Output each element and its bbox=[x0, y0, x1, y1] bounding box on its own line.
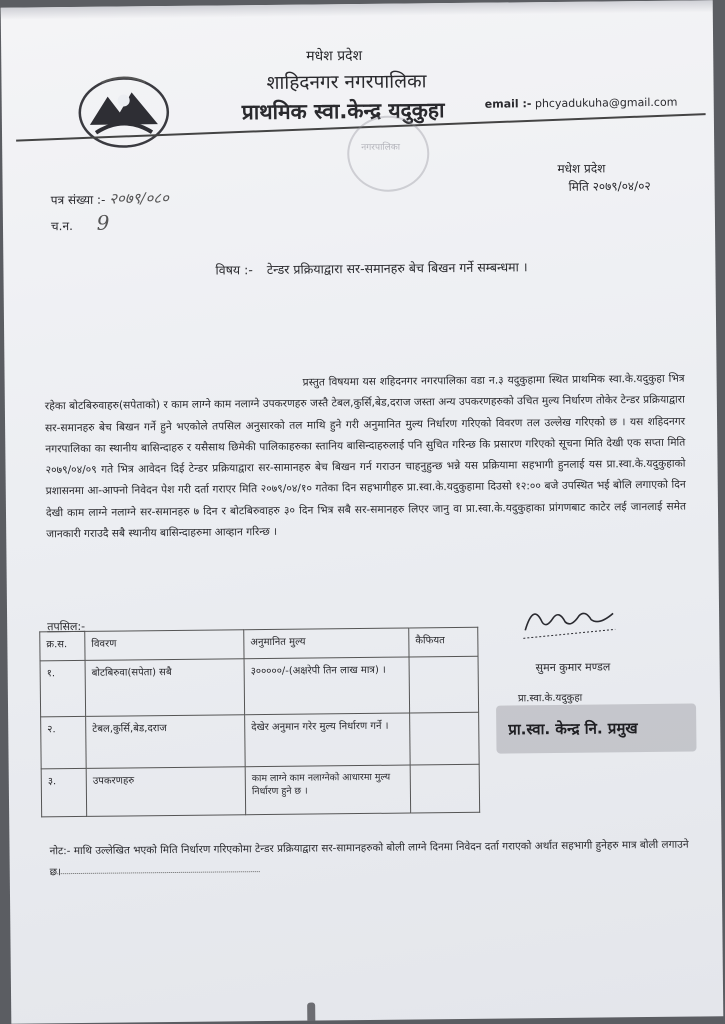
office-heading: प्राथमिक स्वा.केन्द्र यदुकुहा bbox=[241, 98, 445, 125]
document-paper bbox=[1, 0, 724, 1023]
header-remarks: कैफियत bbox=[409, 627, 478, 657]
body-paragraph: प्रस्तुत विषयमा यस शहिदनगर नगरपालिका वडा न.३ यदुकुहामा स्थित प्राथमिक स्वा.के.यदुकुहा भित्र रहेका बोटबिरुवाहरु(सपेताको) र काम लाग्ने काम नलाग्ने उपकरणहरु जस्तै टेबल,कुर्सि,बेड,दराज जस्ता अन्य उपकरणहरुको उचित मुल्य निर्धारण तोकेर टेन्डर प्रक्रियाद्वारा सर-समानहरु बेच बिखन गर्ने हुने भएकोले तपसिल अनुसारको तल माथि हुने गरी अनुमानित मुल्य निर्धारण गरिएको विवरण तल उल्लेख गरिएको छ । यस शहिदनगर नगरपालिका का स्थानीय बासिन्दाहरु र यसैसाथ छिमेकी पालिकाहरुका स्तानिय बासिन्दाहरुलाई पनि सुचित गरिन्छ कि प्रसारण गरिएको सूचना मिति देखी एक सप्ता मिति २०७९/०४/०९ गते भित्र आवेदन दिई टेन्डर प्रक्रियाद्वारा सर-सामानहरु बेच बिखन गर्न गराउन चाहनुहुन्छ भन्ने यस प्रक्रियामा सहभागी हुनलाई यस प्रा.स्वा.के.यदुकुहाको प्रशासनमा आ-आफ्नो निवेदन पेश गरी दर्ता गराएर मिति २०७९/०४/१० गतेका दिन सहभागीहरु प्रा.स्वा.के.यदुकुहामा दिउसो १२:०० बजे उपस्थित भई बोलि लगाएको दिन देखी काम लाग्ने नलाग्ने सर-समानहरु ७ दिन र बोटबिरुवाहरु ३० दिन भित्र सबै सर-समानहरु लिएर जानु वा प्रा.स्वा.के.यदुकुहाका प्रांगणबाट काटेर लई जानलाई समेत जानकारी गराउदै सबै स्थानीय बासिन्दाहरुमा आव्हान गरिन्छ । bbox=[44, 372, 687, 541]
email-address: phcyadukuha@gmail.com bbox=[534, 95, 678, 111]
table-row bbox=[41, 712, 480, 769]
designation-stamp-text: प्रा.स्वा. केन्द्र नि. प्रमुख bbox=[508, 719, 638, 739]
tapsil-label: तपसिल:- bbox=[47, 619, 86, 634]
table-cell: टेबल,कुर्सि,बेड,दराज bbox=[86, 715, 246, 769]
subject-label: विषय :- bbox=[215, 262, 253, 278]
footnote: नोट:- माथि उल्लेखित भएको मिति निर्धारण गरिएकोमा टेन्डर प्रक्रियाद्वारा सर-सामानहरुको बोली लाग्ने दिनमा निवेदन दर्ता गराएको अर्थात सहभागी हुनेहरु मात्र बोली लगाउने छ। bbox=[49, 838, 689, 879]
table-cell bbox=[409, 656, 479, 713]
letter-date: मिति २०७९/०४/०२ bbox=[568, 178, 651, 194]
subject-text: टेन्डर प्रक्रियाद्वारा सर-समानहरु बेच बिखन गर्ने सम्बन्धमा । bbox=[266, 259, 528, 277]
header-serial: क्र.स. bbox=[40, 631, 85, 660]
signatory-organization: प्रा.स्वा.के.यदुकुहा bbox=[517, 692, 583, 705]
table-cell bbox=[410, 764, 479, 813]
subject-line bbox=[215, 258, 527, 278]
government-emblem-logo bbox=[73, 70, 174, 151]
email-line bbox=[485, 96, 678, 111]
table-cell: काम लाग्ने काम नलाग्नेको आधारमा मुल्य निर्धारण हुने छ । bbox=[245, 765, 410, 815]
email-label: email :- bbox=[484, 97, 532, 111]
patra-sankhya bbox=[51, 188, 169, 209]
table-cell bbox=[410, 712, 480, 765]
designation-stamp bbox=[496, 704, 696, 754]
chana-label: च.न. bbox=[50, 219, 73, 234]
header-estimated-price: अनुमानित मुल्य bbox=[244, 628, 409, 659]
chana-value: 9 bbox=[96, 210, 110, 235]
table-cell: ३. bbox=[41, 768, 87, 816]
table-row bbox=[41, 764, 479, 817]
municipality-heading: शाहिदनगर नगरपालिका bbox=[266, 70, 427, 94]
table-cell: बोटबिरुवा(सपेता) सबै bbox=[85, 659, 245, 717]
province-heading: मधेश प्रदेश bbox=[306, 47, 363, 65]
right-province: मधेश प्रदेश bbox=[557, 161, 606, 176]
handwritten-signature bbox=[519, 599, 619, 644]
items-table bbox=[39, 627, 480, 818]
patra-value: २०७९/०८० bbox=[109, 189, 169, 208]
header-description: विवरण bbox=[85, 630, 244, 661]
faded-round-stamp bbox=[347, 115, 430, 192]
paper-shadow bbox=[1, 0, 713, 19]
table-cell: देखेर अनुमान गरेर मुल्य निर्धारण गर्ने । bbox=[245, 713, 411, 767]
table-cell: ३०००००/-(अक्षरेपी तिन लाख मात्र) । bbox=[244, 657, 410, 715]
table-cell: उपकरणहरु bbox=[86, 767, 245, 817]
letter-body bbox=[45, 369, 687, 546]
table-header-row bbox=[40, 627, 478, 661]
signatory-name: सुमन कुमार मण्डल bbox=[535, 660, 611, 675]
chalani-number bbox=[51, 211, 110, 236]
table-cell: १. bbox=[40, 660, 86, 716]
table-row bbox=[40, 656, 479, 717]
faded-stamp-text: नगरपालिका bbox=[361, 142, 401, 153]
table-cell: २. bbox=[41, 716, 87, 768]
binder-clip bbox=[307, 1003, 315, 1024]
patra-label: पत्र संख्या :- bbox=[50, 192, 106, 208]
